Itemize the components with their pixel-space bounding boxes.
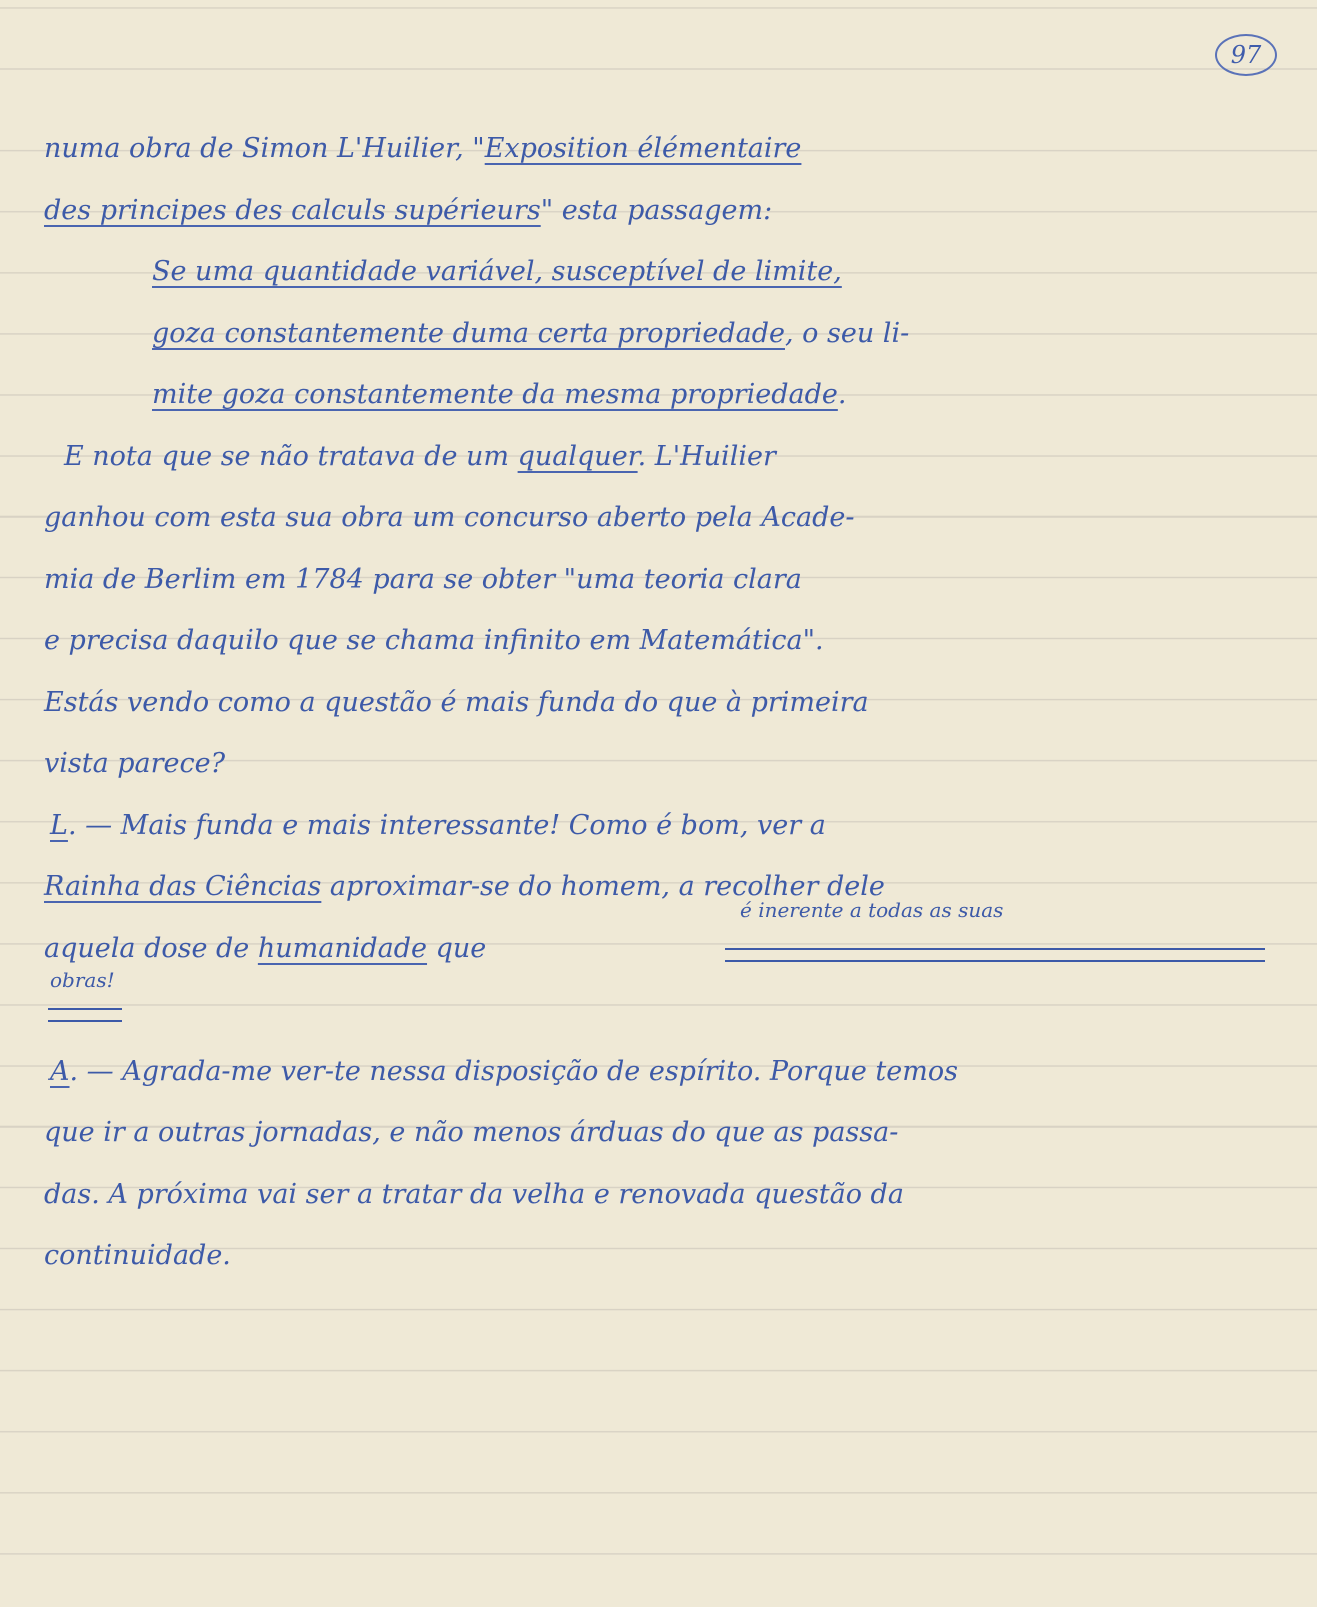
line-text: das. A próxima vai ser a tratar da velha e renovada questão da [44,1178,904,1210]
underlined-text: mite goza constantemente da mesma propriedade [152,379,838,410]
interlinear-insertion: é inerente a todas as suas [740,898,1004,922]
strikethrough-mark [48,1008,122,1022]
text-line [44,610,1274,672]
line-text: . L'Huilier [637,440,776,472]
text-line [44,118,1274,180]
text-line [44,979,1274,1041]
line-text: aquela dose de [44,932,258,964]
underlined-text: Se uma quantidade variável, susceptível de limite, [152,256,842,287]
text-line [44,1225,1274,1287]
speaker-initial: L [50,809,68,841]
speaker-initial: A [50,1055,70,1087]
interlinear-insertion: obras! [50,968,115,992]
line-text: continuidade. [44,1240,231,1271]
strikethrough-mark [725,948,1265,962]
text-line [44,795,1274,857]
line-text: ganhou com esta sua obra um concurso aberto pela Acade- [44,502,855,533]
line-text: que [427,932,487,964]
text-line [44,672,1274,734]
line-text: aproximar-se do homem, a recolher dele [321,871,885,902]
line-text: numa obra de Simon L'Huilier, " [44,133,485,164]
line-text: " esta passagem: [540,194,773,226]
page-number: 97 [1215,34,1277,76]
text-line [44,426,1274,488]
line-text: E nota que se não tratava de um [64,440,518,472]
manuscript-text [44,118,1274,1287]
text-line [44,549,1274,611]
line-text: , o seu li- [785,317,910,349]
text-line [44,856,1274,918]
line-text: e precisa daquilo que se chama infinito em Matemática". [44,625,824,656]
text-line [44,180,1274,242]
text-line [44,1041,1274,1103]
underlined-text: humanidade [257,932,428,964]
text-line [44,487,1274,549]
quote-line [44,303,1274,365]
line-text: que ir a outras jornadas, e não menos árduas do que as passa- [44,1117,899,1148]
line-text: . — Agrada-me ver-te nessa disposição de espírito. Porque temos [69,1055,958,1087]
text-line [44,733,1274,795]
underlined-text: des principes des calculs supérieurs [44,194,541,226]
quote-line [44,364,1274,426]
underlined-text: goza constantemente duma certa propriedade [152,317,785,349]
line-text: vista parece? [44,748,226,779]
line-text: Estás vendo como a questão é mais funda do que à primeira [44,686,869,718]
quote-line [44,241,1274,303]
underlined-text: qualquer [517,440,638,472]
underlined-text: Rainha das Ciências [44,871,322,902]
underlined-text: Exposition élémentaire [484,133,802,164]
line-text: mia de Berlim em 1784 para se obter "uma teoria clara [44,563,802,595]
line-text: . [837,379,847,410]
line-text: . — Mais funda e mais interessante! Como é bom, ver a [67,809,826,841]
text-line [44,1102,1274,1164]
text-line [44,1164,1274,1226]
